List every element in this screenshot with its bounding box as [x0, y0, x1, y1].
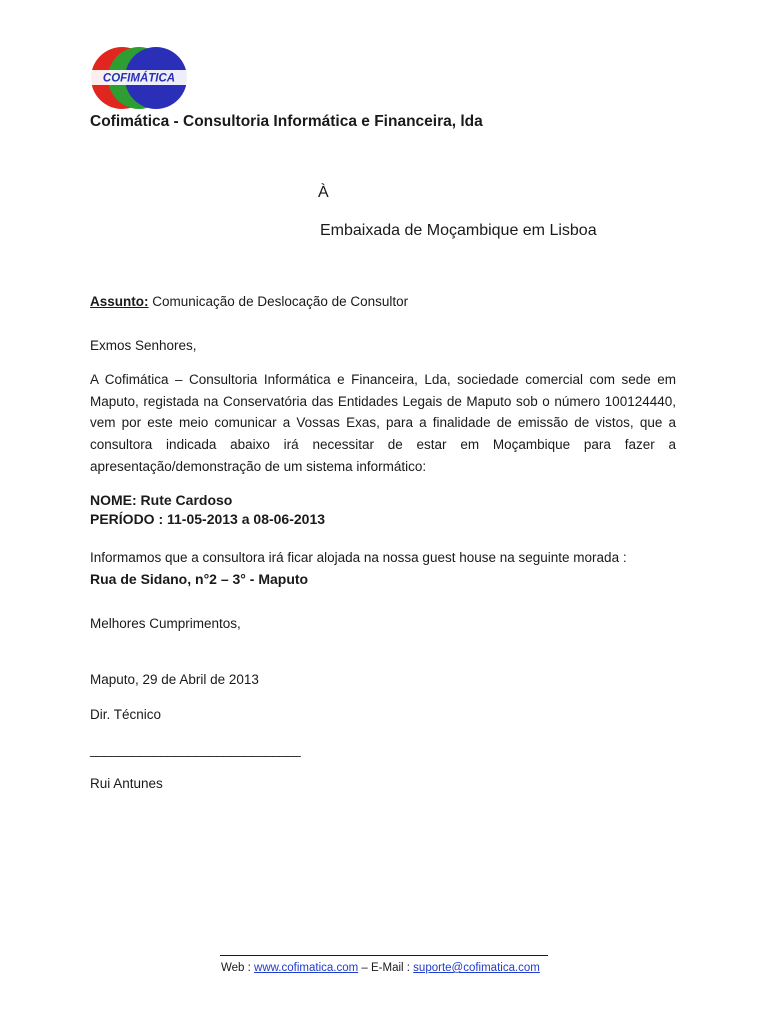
greeting: Exmos Senhores, [90, 338, 197, 353]
company-logo [90, 44, 188, 114]
footer-divider [220, 955, 548, 956]
recipient-prefix: À [318, 184, 329, 201]
signature-line: ______________________________ [90, 742, 301, 757]
footer [221, 962, 540, 974]
subject-label: Assunto: [90, 294, 149, 309]
subject-line [90, 294, 408, 309]
date-line: Maputo, 29 de Abril de 2013 [90, 672, 259, 687]
recipient-name: Embaixada de Moçambique em Lisboa [320, 222, 597, 239]
signer-name: Rui Antunes [90, 776, 163, 791]
lodging-address: Rua de Sidano, n°2 – 3° - Maputo [90, 571, 309, 587]
lodging-text: Informamos que a consultora irá ficar alojada na nossa guest house na seguinte morada : [90, 550, 627, 565]
subject-text: Comunicação de Deslocação de Consultor [152, 294, 409, 309]
footer-web-link[interactable]: www.cofimatica.com [254, 962, 359, 974]
footer-web-label: Web : [221, 962, 255, 974]
closing: Melhores Cumprimentos, [90, 616, 241, 631]
logo-text: COFIMÁTICA [102, 72, 176, 85]
consultant-name: NOME: Rute Cardoso [90, 492, 233, 508]
signer-role: Dir. Técnico [90, 707, 162, 722]
body-paragraph: A Cofimática – Consultoria Informática e Financeira, Lda, sociedade comercial com sede em Maputo, registada na Conservatória das Entidades Legais de Maputo sob o número 100124440, vem por este meio comunicar a Vossas Exas, para a finalidade de emissão de vistos, que a consultora indicada abaixo irá necessitar de estar em Moçambique para fazer a apresentação/demonstração de um sistema informático: [90, 372, 676, 474]
consultant-period: PERÍODO : 11-05-2013 a 08-06-2013 [90, 511, 326, 527]
company-name: Cofimática - Consultoria Informática e Financeira, lda [90, 113, 483, 130]
footer-separator: – E-Mail : [358, 962, 414, 974]
footer-email-link[interactable]: suporte@cofimatica.com [413, 962, 540, 974]
